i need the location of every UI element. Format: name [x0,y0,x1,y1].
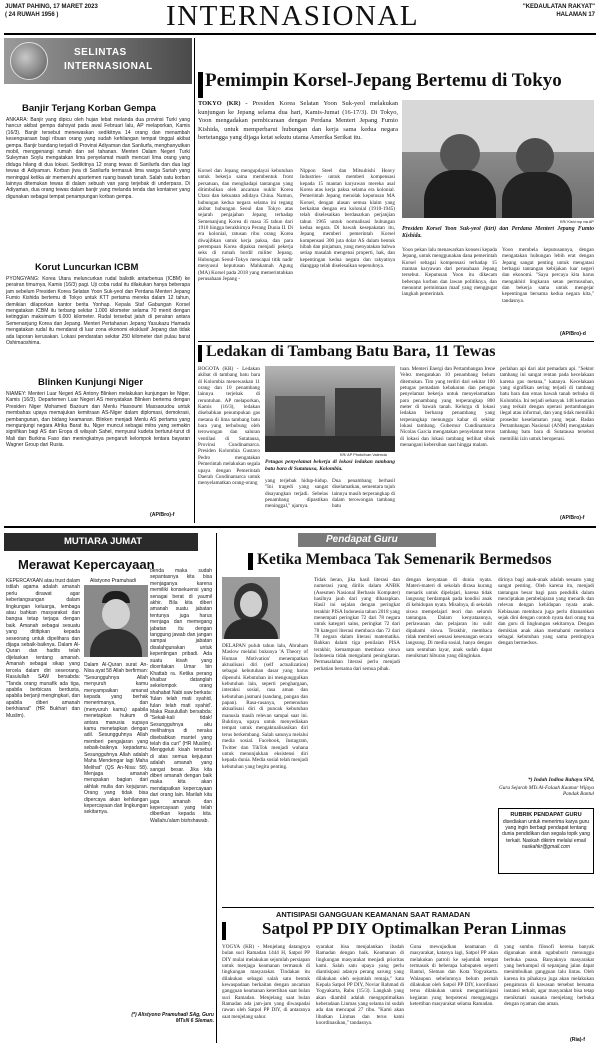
guru-header-label: Pendapat Guru [326,534,398,545]
guru-signature-detail: Guru Sejarah MTs Al-Falaah Kaamar Wijaya Pandak Bantul [499,785,594,798]
sidebar-story-title: Banjir Terjang Korban Gempa [22,103,156,114]
sidebar-story-title: Korut Luncurkan ICBM [35,262,139,273]
mutiara-header [4,533,198,551]
rubrik-body: disediakan untuk menerima karya guru yang ingin berbagi pendapat tentang dunia pendidikan dan segala topik yang terkait. Naskah dikirim melalui email [502,819,590,844]
person-figure [102,599,130,629]
guru-body-col3: dengan kenyataan di dunia nyata. Materi-materi di sekolah dirasa kurang menarik untuk dipelajari, karena tidak langsung berdampak pada kondisi anak di kehidupan nyata. Misalnya, di sekolah siswa mempelajari teori dan seluruh tantangan. Dalam kenyataannya, perlawanan dan pelajaran itu sulit dipahami siswa. Terakhir, membaca tidak memberi sensasi kesenangan secara langsung. Di media sosial, hanya dengan satu sentuhan layar, anak sudah dapat menikmati hiburan yang diinginkan. [406,577,492,660]
lead-headline: Pemimpin Korsel-Jepang Bertemu di Tokyo [205,70,562,91]
lead-photo-caption: Presiden Korsel Yoon Suk-yeol (kiri) dan Perdana Menteri Jepang Fumio Kishida. [402,226,594,239]
lead-body-col2: Nippon Steel dan Mitsubishi Heavy Industries- untuk memberi kompensasi kepada 15 mantan karyawan mereka asal Korea atas kerja paksa selama era kolonial. Pemerintah Jepang menolak keputusan MA Korsel, dengan alasan semua klaim yang berkaitan dengan era kolonial (1910-1945) telah diselesaikan berdasarkan perjanjian tahun 1965 untuk normalisasi hubungan kedua negara. Di bawah kesepakatan itu, Jepang memberi pemerintah Korsel kompensasi 300 juta dolar AS dalam bentuk hibah dan pinjaman, yang menyatakan bahwa setiap masalah mengenai properti, hak, dan kepentingan kedua negara dan rakyatnya dianggap telah diselesaikan sepenuhnya. [300,168,395,270]
linmas-body-col4: yang sumbu filosofi kerena banyak digunakan untuk ngabuburit menunggu berbuka puasa. Banyaknya masyarakat yang berkumpul di sepanjang jalan dapat menimbulkan gangguan lalu lintas. Oleh karena itu pihaknya juga akan melakukan pengaturan di kawasan tersebut bersama instansi terkait, agar masyarakat bisa tetap menikmati suasana menjelang berbuka dengan nyaman dan aman. [504,944,594,1008]
mutiara-author-label: Alistyono Pramuhadi [90,578,136,584]
rubrik-title: RUBRIK PENDAPAT GURU [510,812,582,818]
mine-photo-shape [265,436,395,452]
guru-body-col2: Tidak heran, jika hasil literasi dan numerasi yang dirilis dalam ANBK (Asesmen Nasional Berbasis Komputer) hasilnya jauh dari yang diharapkan. Hasil ini sejalan dengan peringkat terakhir PISA Indonesia tahun 2018 yang menempati peringkat 72 dari 78 negara untuk kategori sains, peringkat 72 dari 78 kategori literasi membaca dan 72 dari 78 negara dalam literasi matematika. Bahkan dalam tiga penilaian PISA terakhir, kemampuan membaca siswa Indonesia tidak mengalami peningkatan. Permasalahan literasi perlu menjadi perhatian bersama dari semua pihak. [314,577,400,672]
person-figure [224,619,278,639]
story-credit: (AP/Bro)-f [150,512,175,518]
mutiara-body-col3: benda maka sudah sepantasnya kita bisa menjaganya karena memiliki konsekuensi yang senagai berat di yaumil akhir. Bila kita diberi amanah suatu jabatan tentunya juga harus menjaga dan memegang jabatan itu dengan tanggung jawab dan jangan sampai jabatan disalahgunakan untuk kepentingan pribadi. Ada suatu kisah yang diceritakan Umar bin Khattab ra. Ketika perang khaibar datanglah sekelompok orang shahabat Nabi saw berkata: 'fulan telah mati syahid, fulan telah mati syahid'. Maka Rasulullah bersabda: "Sekali-kali tidak! Sesungguhnya aku melihatnya di neraka disebabkan mantel yang telah dia curi" (HR Muslim). Menggeluti kisah tersebut di atas semua kejujuran adalah amanah yang sangat besar. Jika kita diberi amanah dengan baik maka kita akan mendapatkan kepercayaan dari orang lain. Marilah kita jaga amanah dan kepercayaan yang telah diberikan kepada kita. Wallahu'alam bishshawab. [150,568,212,824]
lead-dateline: TOKYO (KR) - [198,100,248,107]
rubrik-email[interactable]: naskahkr@gmail.com [521,843,571,850]
person-figure [440,134,480,174]
sidebar-story-title: Blinken Kunjungi Niger [38,377,144,388]
lead-body-col1: Korsel dan Jepang mengupdayai kebutuhan untuk bekerja sama membentuk front persatuan, dan menghadapi tantangan yang ditimbulkan oleh ancaman nuklir Korea Utara dan kekuatan adidaya China. Namun, hubungan kedua negara selama ini tegang akibat hubungan Seoul dan Tokyo atas sejarah penjajahan Jepang terhadap Semenanjung Korea di masa 35 tahun dari 1910 hingga berakhirnya Perang Dunia II. Di era kolonial, ratusan ribu orang Korea diwajibkan untuk kerja paksa, dan para perempuan Korea dipaksa menjadi pekerja seks di rumah bordil militer Jepang. Hubungan Seoul-Tokyo mencapai titik nadir menyusul keputusan Mahkamah Agung (MA) Korsel pada 2018 yang memerintahkan perusahaan Jepang - [198,168,293,282]
guru-body-col1: DELAPAN puluh tahun lalu, Abraham Maslow melalui bukunya 'A Theory of Human Motivation' menempatkan aktualisasi diri (self actualization) sebagai kebutuhan dasar yang harus dipenuhi. Kebutuhan ini mengunggulkan kebutuhan lain, seperti penghargaan, interaksi sosial, rasa aman dan kebutuhan jasmani (sandang, pangan dan papan). Rasa-rasanya, pemenuhan aktualisasi diri di puncak kebutuhan manusia masih relevan sampai saat ini. Buktinya, upaya untuk menyediakan tempat untuk mengaktualisasikan diri terus berkembang. Salah satunya melalui media sosial. Facebook, Instagram, Twitter dan TikTok menjadi wahana untuk menunjukkan eksistensi diri kepada dunia. Media sosial telah menjadi kebutuhan yang begitu penting. [222,643,308,770]
guru-signature-name: *) Indah Indina Rahayu SPd, [527,777,594,783]
sidebar-story-body: PYONGYANG: Korea Utara meluncurkan rudal balistik antarbenua (ICBM) ke perairan timurnya, Kamis (16/3) pagi. Uji coba rudal itu dilakukan hanya beberapa jam sebelum Presiden Korea Selatan Yoon Suk-yeol dan Perdana Menteri Jepang Fumio Kishida bertemu di Tokyo untuk KTT pertama mereka dalam 12 tahun, demikian dilaporkan kantor berita Yonhap. Kepala Staf Gabungan Korsel mengatakan ICBM itu terbang sekitar 1.000 kilometer selama 70 menit dengan ketinggian maksimum 6.000 kilometer. Rudal tersebut jatuh di perairan antara Semenanjung Korea dan Jepang. Menteri Pertahanan Jepang Yasukazu Hamada mengatakan rudal itu mendarat di luar zona ekonomi eksklusif Jepang dan tidak ada laporan kerusakan. Lokasi pendaratan sekitar 250 kilometer dari pulau barat Oshimaoshima. [6,276,190,347]
story-credit: (AP/Bro)-d [560,331,586,337]
photo-credit: KR/ AP Photo/Ivan Valencia [340,453,387,457]
story-credit: (Ria)-f [570,1037,585,1043]
mutiara-body-col1: KEPERCAYAAN atau trust dalam istilah agama adalah amanah perlu dirawat agar keberlangsungan dalam lingkungan keluarga, lembaga atau bahkan masyarakat dan bangsa tetap terjaga dengan baik. Amanah sebagai sesuatu yang dititipkan kepada seseorang untuk dipelihara dan dijaga sebaik-baiknya. Dalam Al-Quran dan hadits telah dijelaskan tentang amanah. Amanah sebagai sikap yang tercela dalam diri seseorang. Rasulullah SAW bersabda: "Tanda orang munafik ada tiga, apabila berbicara berdusta, apabila berjanji mengingkari, dan apabila diberi amanah berkhianat" (HR Bukhari dan Muslim). [6,578,80,719]
linmas-kicker: ANTISIPASI GANGGUAN KEAMANAN SAAT RAMADAN [276,910,470,919]
person-figure [502,172,572,218]
masthead-edition: ( 24 RUWAH 1956 ) [5,12,59,18]
mine-body-col2b: Dua penambang berhasil diselamatkan, sementara tujuh lainnya masih terperangkap di dalam terowongan tambang batu [332,478,395,510]
guru-body-col4: dirinya bagi anak-anak adalah sesuatu yang sangat penting. Oleh karena itu, menjadi tantangan besar bagi para pendidik dalam menciptakan pembelajaran yang menarik dan relevan dengan kehidupan nyata anak. Kebiasaan membaca juga perlu ditanamkan sejak dini dengan contoh nyata dari orang tua dan guru di lingkungan sekitarnya. Dengan demikian anak akan memahami membaca sebagai kebutuhan yang sama pentingnya dengan bermedsos. [498,577,594,647]
photo-credit: KR/ Kishi mp via AP [560,220,594,224]
lead-body-col3: Yoon pekan lalu menawarkan konsesi kepada Jepang, untuk menggunakan dana pemerintah Korsel sebagai kompensasi terhadap 15 mantan karyawan dari perusahaan Jepang tersebut. Keputusan Yoon itu dikecam beberapa korban dan lawan politiknya, dan menuntut permintaan maaf yang menggugat langkah pemerintah. [402,247,497,298]
sidebar-story-body: ANKARA: Banjir yang dipicu oleh hujan lebat melanda dua provinsi Turki yang hancur akibat gempa dahsyat pada awal Februari lalu, AP melaporkan, Kamis (16/3). Banjir tersebut menewaskan sedikitnya 14 orang dan menambah kesengsaraan bagi ribuan orang yang sudah kehilangan tempat tinggal akibat gempa. Banjir bandang terjadi di Provinsi Adiyaman dan Sanliurfa, menghanyutkan mobil, menggenangi rumah dan sel tahanan. Menteri Dalam Negeri Turki Suleyman Soylu mengatakan lima penyelamat masih mencari lima orang yang diduga hilang di dua lokasi. Sedikitnya 12 orang tewas di Sanliurfa dan dua lagi tewas di Adiyaman. Korban jiwa di Sanliurfa termasuk lima warga Suriah yang meninggal ketika air memenuhi apartemen ruang bawah tanah. Salah satu korban lainnya ditemukan tewas di dalam sebuah van yang terjebak di underpass. Di Adiyaman, dua orang tewas dalam banjir yang melanda tenda dan kontainer yang digunakan sebagai tempat penampungan korban gempa. [6,117,190,200]
person-figure [424,170,496,218]
mine-photo-shape [275,396,325,436]
lead-photo [402,100,594,218]
person-figure [516,138,554,176]
headline-bar-left [198,345,202,362]
person-figure [90,629,142,657]
masthead-rule [4,33,596,35]
linmas-body-col3: Guna mewujudkan keamanan di masyarakat, katanya lagi, Satpol PP akan melakukan patroli ke sejumlah tempat termasuk di beberapa kabupaten seperti Bantul, Sleman dan Kota Yogyakarta. Walaupun sebelumnya belum pernah dilakukan oleh Satpol PP DIY, koordinasi terus dilakukan untuk mengantisipasi kegiatan yang berpotensi mengganggu ketertiban masyarakat selama Ramadan. [410,944,498,1008]
masthead-page-label: HALAMAN 17 [556,12,595,18]
lead-intro [198,100,398,162]
headline-bar-left [222,922,226,940]
headline-bar-left [248,553,253,570]
flag-backdrop [402,100,594,152]
linmas-body-col1: YOGYA (KR) - Menjelang datangnya bulan suci Ramadan 1444 H, Satpol PP DIY mulai melakukan sejumlah persiapan untuk menjaga keamanan termasuk di lingkungan masyarakat. Tindakan itu dilakukan sebagai salah satu bentuk kewaspadaan berkaitan dengan ancaman gangguan keamanan ketertiban saat bulan suci Ramadan. Menjelang saat bulan Ramadan ada jam-jam yang diwaspadai rawan oleh Satpol PP DIY, di antaranya saat menjelang sahur. [222,944,310,1020]
story-rule [198,341,594,342]
linmas-body-col2: syarakat bisa menjalankan ibadah Ramadan dengan baik. Keamanan di lingkungan masyarakat menjadi prioritas kami. Salah satu upaya yang perlu diantisipasi adanya perang sarung yang dilakukan oleh sejumlah remaja," kata Kepala Satpol PP DIY, Noviar Rahmad di Yogyakarta, Rabu (15/3). Langkah yang akan diambil adalah mengoptimalkan keberadaan Linmas yang selama ini sudah ada dan mencapai 27 ribu. "Kami akan libatkan Linmas dan terus kami koordinasikan," tandasnya. [316,944,404,1027]
mine-body-col1: BOGOTA (KR) - Ledakan akibat di tambang batu bara di Kolombia menewaskan 11 orang dan 10 penambang lainnya terjebak di reruntuhan. AP melaporkan, Kamis (16/3), ledakan disebabkan penumpukan gas metana di lima tambang batu bara yang terhubung oleh terowongan dan saluran ventilasi di Sutatausa, Provinsi Cundinamarca. Presiden Kolombia Gustavo Pedro mengatakan Pemerintah melakukan segala upaya dengan Pemerintah Daerah Cundinamarca untuk menyelamatkan orang-orang [198,366,260,487]
mine-body-col4: perlahan api dari alat pemadam api. "Sektor tambang ini sangat rentan pada kecelakaan karena gas metana," katanya. Kecelakaan yang signifikan sering terjadi di tambang batu bara dan emas bawah tanah terbuka di Kolombia. Ini terjadi sebanyak 148 kematian yang terkait dengan operasi pertambangan ilegal atau informal, dan yang tidak memiliki prosedur keselamatan yang tepat. Badan Pertambangan Nasional (ANM) mengatakan tambang batu bara di Sutatausa tersebut memiliki izin untuk beroperasi. [500,366,594,442]
story-rule [222,907,594,908]
masthead-date: JUMAT PAHING, 17 MARET 2023 [5,4,98,10]
mine-photo-shape [335,388,381,438]
sidebar-header-line1: SELINTAS [74,47,127,58]
mutiara-title: Merawat Kepercayaan [18,557,155,572]
linmas-headline: Satpol PP DIY Optimalkan Peran Linmas [262,919,566,938]
mutiara-body-col2: Dalam Al-Quran surat An-Nisa ayat 58 Allah berfirman: "Sesungguhnya Allah menyuruh kamu menyampaikan amanat kepada yang berhak menerimanya, dan (menyuruh kamu) apabila menetapkan hukum di antara manusia supaya kamu menetapkan dengan adil. Sesungguhnya Allah memberi pengajaran yang sebaik-baiknya kepadamu. Sesungguhnya Allah adalah Maha Mendengar lagi Maha Melihat" (QS An-Nisa: 58). Menjaga amanah merupakan bagian dari akhlak mulia dan kejujuran. Orang yang tidak bisa dipercaya akan kehilangan kepercayaan dari lingkungan sekitarnya. [84,662,148,816]
mutiara-signature: (*) Alistyono Pramuhadi SAg, Guru MTsN 6 Sleman. [131,1012,214,1024]
headline-bar-left [198,72,203,98]
column-divider [216,533,217,1043]
mine-body-col3: tuan. Menteri Energi dan Pertambangan Irene Velez mengatakan 10 penambang belum ditemukan. Tim yang terdiri dari sekitar 100 petugas pemadam kebakaran dan petugas penyelamat bekerja untuk menyelamatkan para penambang yang terperangkap 800 meter di bawah tanah. Kelurga di lokasi ledakan berharap penambang yang terperangkap menunggu kabar di sekitar lokasi tambang. Gubernur Cundinamarca Nicolas Garcia mengatakan penyelamat terus di lokasi dan lokasi tambang terlihat sibuk menangani kebersihan saat hingga malam. [400,366,495,449]
sidebar-header-line2: INTERNASIONAL [64,61,153,72]
mine-headline: Ledakan di Tambang Batu Bara, 11 Tewas [206,343,496,360]
mine-body-col2a: yang terjebak hidup-hidup. "Ini tragedi yang sangat disayangkan terjadi. Sebelas penambang dipastikan meninggal," ujarnya. [265,478,328,510]
mutiara-author-photo [84,585,148,657]
story-credit: (AP/Bro)-f [560,515,585,521]
masthead-paper-name: "KEDAULATAN RAKYAT" [522,4,595,10]
lead-body-col4: Yoon membela keputusannya, dengan mengatakan hubungan lebih erat dengan Jepang sangat penting untuk mengatasi berbagai tantangan kebijakan luar negeri dan ekonomi. "Saya percaya kita harus mengakhiri lingkaran setan permusuhan, dan bekerja sama untuk mengejar kepentingan bersama kedua negara kita," tandasnya. [502,247,594,304]
mutiara-header-label: MUTIARA JUMAT [64,536,143,547]
guru-headline: Ketika Membaca Tak Semenarik Bermedsos [257,551,552,568]
rubrik-box [498,808,594,874]
mine-photo [265,366,395,452]
sidebar-header [4,38,192,84]
lead-intro-text: Presiden Korea Selatan Yoon Suk-yeol melakukan kunjungan ke Jepang selama dua hari, Kamis-Jumat (16-17/3). Di Tokyo, Yoon mengadakan pembicaraan dengan Perdana Menteri Jepang Fumio Kishida, untuk memperbarui hubungan dan kerja sama kedua negara bertetangga yang dijaga ketat sekutu utama Amerika Serikat itu. [198,100,398,141]
guru-author-photo [222,577,280,639]
section-rule [4,526,596,528]
mine-photo-caption: Petugas penyelamat bekerja di lokasi ledakan tambang batu bara di Sutatausa, Kolombia. [265,459,395,472]
guru-header [298,533,436,547]
column-divider [194,38,195,523]
globe-icon [10,42,48,80]
sidebar-story-body: NIAMEY: Menteri Luar Negeri AS Antony Blinken melakukan kunjungan ke Niger, Kamis (16/3). Departemen Luar Negeri AS menyatakan Blinken bertemu dengan Presiden Niger Mohamed Bazoum dan Menlu Hassoumi Massaoudou untuk membahas upaya memajukan kemitraan AS-Niger dalam diplomasi, demokrasi, pembangunan, dan bidang keamanan. Blinken menjadi Menlu AS pertama yang mengunjungi negara Afrika Barat itu. Niger muncul sebagai mitra yang semakin signifikan bagi AS dan Eropa di wilayah Sahel, menyusul kudeta berturut-turut di Mali dan Burkina Faso dan meningkatnya pengaruh kelompok tentara bayaran Wagner Group dari Rusia. [6,391,190,449]
section-title: INTERNASIONAL [166,0,420,32]
person-figure [240,591,262,617]
